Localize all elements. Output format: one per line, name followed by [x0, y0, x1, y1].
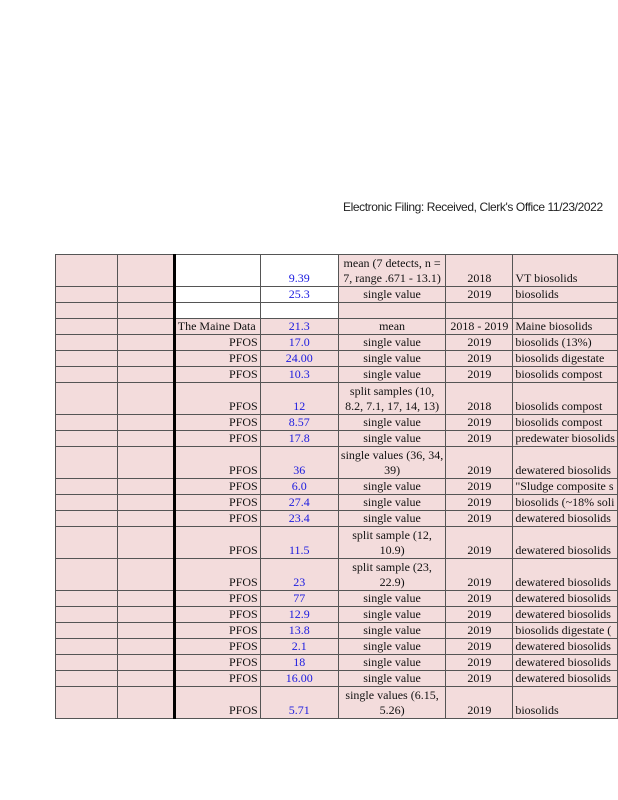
- blank-cell-a: [56, 671, 118, 687]
- year-cell-text: 2019: [467, 511, 492, 525]
- sample-type-cell: [513, 431, 618, 447]
- year-cell: [446, 415, 513, 431]
- concentration-cell-text: 17.8: [288, 431, 310, 445]
- statistic-cell-text: single value: [363, 479, 421, 493]
- concentration-cell-text: 8.57: [288, 415, 310, 429]
- sample-type-cell: [513, 511, 618, 527]
- year-cell: [446, 527, 513, 559]
- table-row: [56, 671, 618, 687]
- sample-type-cell: [513, 687, 618, 719]
- sample-type-cell-text: biosolids: [515, 703, 559, 717]
- blank-cell-a: [56, 591, 118, 607]
- source-cell-text: PFOS: [229, 575, 258, 589]
- blank-cell-a: [56, 479, 118, 495]
- year-cell-text: 2019: [467, 639, 492, 653]
- concentration-cell: [260, 671, 338, 687]
- source-cell: [174, 287, 260, 303]
- concentration-cell: [260, 287, 338, 303]
- statistic-cell: [338, 591, 446, 607]
- sample-type-cell: [513, 367, 618, 383]
- sample-type-cell: [513, 591, 618, 607]
- source-cell-text: PFOS: [229, 415, 258, 429]
- concentration-cell: [260, 351, 338, 367]
- concentration-cell-text: 23: [293, 575, 306, 589]
- concentration-cell: [260, 431, 338, 447]
- table-row: [56, 335, 618, 351]
- concentration-cell-text: 21.3: [288, 319, 310, 333]
- blank-cell-b: [117, 495, 174, 511]
- statistic-cell-text: single value: [363, 367, 421, 381]
- statistic-cell: [338, 479, 446, 495]
- pfos-data-table: [55, 254, 618, 719]
- table-row: [56, 623, 618, 639]
- blank-cell-a: [56, 351, 118, 367]
- sample-type-cell-text: biosolids digestate: [515, 351, 605, 365]
- sample-type-cell: [513, 607, 618, 623]
- blank-cell-b: [117, 431, 174, 447]
- blank-cell-a: [56, 287, 118, 303]
- concentration-cell: [260, 303, 338, 319]
- statistic-cell: [338, 415, 446, 431]
- year-cell-text: 2019: [467, 335, 492, 349]
- concentration-cell-text: 12.9: [288, 607, 310, 621]
- concentration-cell-text: 13.8: [288, 623, 310, 637]
- year-cell: [446, 431, 513, 447]
- statistic-cell-text: single value: [363, 591, 421, 605]
- blank-cell-b: [117, 623, 174, 639]
- blank-cell-b: [117, 639, 174, 655]
- year-cell-text: 2018 - 2019: [450, 319, 509, 333]
- sample-type-cell-text: biosolids (~18% soli: [515, 495, 615, 509]
- table-row: [56, 415, 618, 431]
- statistic-cell-text: single values (6.15, 5.26): [345, 688, 439, 717]
- statistic-cell: [338, 671, 446, 687]
- concentration-cell-text: 27.4: [288, 495, 310, 509]
- sample-type-cell: [513, 415, 618, 431]
- year-cell: [446, 479, 513, 495]
- blank-cell-a: [56, 255, 118, 287]
- statistic-cell: [338, 319, 446, 335]
- concentration-cell-text: 9.39: [288, 271, 310, 285]
- source-cell: [174, 367, 260, 383]
- source-cell: [174, 495, 260, 511]
- table-row: [56, 639, 618, 655]
- statistic-cell-text: single values (36, 34, 39): [340, 448, 444, 477]
- concentration-cell: [260, 255, 338, 287]
- sample-type-cell-text: VT biosolids: [515, 271, 578, 285]
- blank-cell-a: [56, 607, 118, 623]
- blank-cell-a: [56, 319, 118, 335]
- concentration-cell-text: 16.00: [285, 671, 313, 685]
- year-cell: [446, 255, 513, 287]
- blank-cell-b: [117, 607, 174, 623]
- electronic-filing-stamp: Electronic Filing: Received, Clerk's Office 11/23/2022: [343, 200, 603, 214]
- source-cell: [174, 527, 260, 559]
- sample-type-cell: [513, 623, 618, 639]
- year-cell-text: 2019: [467, 623, 492, 637]
- sample-type-cell-text: dewatered biosolids: [515, 639, 611, 653]
- source-cell-text: PFOS: [229, 495, 258, 509]
- year-cell-text: 2019: [467, 415, 492, 429]
- source-cell: [174, 319, 260, 335]
- statistic-cell-text: single value: [363, 655, 421, 669]
- concentration-cell-text: 2.1: [291, 639, 307, 653]
- statistic-cell: [338, 527, 446, 559]
- table-row: [56, 367, 618, 383]
- source-cell-text: PFOS: [229, 671, 258, 685]
- concentration-cell: [260, 511, 338, 527]
- concentration-cell: [260, 479, 338, 495]
- statistic-cell: [338, 367, 446, 383]
- sample-type-cell-text: "Sludge composite s: [515, 479, 614, 493]
- year-cell-text: 2019: [467, 607, 492, 621]
- year-cell: [446, 623, 513, 639]
- statistic-cell: [338, 623, 446, 639]
- statistic-cell-text: single value: [363, 511, 421, 525]
- table-row: [56, 351, 618, 367]
- year-cell: [446, 591, 513, 607]
- statistic-cell-text: single value: [363, 287, 421, 301]
- statistic-cell: [338, 639, 446, 655]
- concentration-cell: [260, 495, 338, 511]
- blank-cell-a: [56, 623, 118, 639]
- concentration-cell: [260, 367, 338, 383]
- year-cell: [446, 639, 513, 655]
- year-cell: [446, 303, 513, 319]
- sample-type-cell: [513, 255, 618, 287]
- statistic-cell-text: single value: [363, 607, 421, 621]
- sample-type-cell-text: biosolids (13%): [515, 335, 592, 349]
- blank-cell-a: [56, 639, 118, 655]
- blank-cell-b: [117, 383, 174, 415]
- blank-cell-a: [56, 527, 118, 559]
- source-cell: [174, 447, 260, 479]
- statistic-cell-text: single value: [363, 335, 421, 349]
- year-cell-text: 2018: [467, 271, 492, 285]
- concentration-cell: [260, 335, 338, 351]
- source-cell: [174, 623, 260, 639]
- source-cell: [174, 303, 260, 319]
- source-cell: [174, 591, 260, 607]
- sample-type-cell-text: dewatered biosolids: [515, 575, 611, 589]
- blank-cell-a: [56, 431, 118, 447]
- blank-cell-b: [117, 367, 174, 383]
- statistic-cell-text: mean: [379, 319, 406, 333]
- source-cell-text: PFOS: [229, 431, 258, 445]
- blank-cell-b: [117, 335, 174, 351]
- sample-type-cell: [513, 559, 618, 591]
- year-cell: [446, 511, 513, 527]
- statistic-cell: [338, 255, 446, 287]
- statistic-cell: [338, 383, 446, 415]
- year-cell: [446, 687, 513, 719]
- blank-cell-a: [56, 655, 118, 671]
- concentration-cell-text: 10.3: [288, 367, 310, 381]
- blank-cell-b: [117, 591, 174, 607]
- year-cell-text: 2019: [467, 287, 492, 301]
- year-cell: [446, 335, 513, 351]
- year-cell: [446, 367, 513, 383]
- blank-cell-b: [117, 687, 174, 719]
- table-row: [56, 319, 618, 335]
- table-row: [56, 559, 618, 591]
- statistic-cell: [338, 447, 446, 479]
- blank-cell-a: [56, 383, 118, 415]
- table-row: [56, 447, 618, 479]
- statistic-cell: [338, 495, 446, 511]
- year-cell: [446, 351, 513, 367]
- blank-cell-b: [117, 511, 174, 527]
- sample-type-cell: [513, 639, 618, 655]
- year-cell-text: 2019: [467, 479, 492, 493]
- concentration-cell: [260, 447, 338, 479]
- concentration-cell-text: 18: [293, 655, 306, 669]
- source-cell-text: PFOS: [229, 335, 258, 349]
- sample-type-cell-text: biosolids compost: [515, 399, 603, 413]
- blank-cell-a: [56, 367, 118, 383]
- table-row: [56, 479, 618, 495]
- sample-type-cell: [513, 447, 618, 479]
- blank-cell-a: [56, 687, 118, 719]
- concentration-cell: [260, 655, 338, 671]
- concentration-cell: [260, 559, 338, 591]
- year-cell-text: 2019: [467, 463, 492, 477]
- table-row: [56, 607, 618, 623]
- table-row: [56, 527, 618, 559]
- statistic-cell-text: single value: [363, 671, 421, 685]
- concentration-cell: [260, 527, 338, 559]
- concentration-cell-text: 5.71: [288, 703, 310, 717]
- concentration-cell-text: 36: [293, 463, 306, 477]
- sample-type-cell-text: biosolids digestate (: [515, 623, 612, 637]
- blank-cell-a: [56, 335, 118, 351]
- source-cell: [174, 687, 260, 719]
- sample-type-cell: [513, 351, 618, 367]
- year-cell: [446, 655, 513, 671]
- source-cell: [174, 479, 260, 495]
- sample-type-cell-text: biosolids: [515, 287, 559, 301]
- source-cell-text: PFOS: [229, 607, 258, 621]
- blank-cell-b: [117, 351, 174, 367]
- source-cell: [174, 559, 260, 591]
- year-cell-text: 2019: [467, 351, 492, 365]
- statistic-cell-text: single value: [363, 415, 421, 429]
- concentration-cell-text: 17.0: [288, 335, 310, 349]
- year-cell: [446, 383, 513, 415]
- concentration-cell: [260, 623, 338, 639]
- source-cell-text: PFOS: [229, 543, 258, 557]
- blank-cell-b: [117, 415, 174, 431]
- source-cell-text: PFOS: [229, 367, 258, 381]
- table-row: [56, 287, 618, 303]
- concentration-cell: [260, 591, 338, 607]
- statistic-cell: [338, 303, 446, 319]
- blank-cell-a: [56, 447, 118, 479]
- blank-cell-a: [56, 495, 118, 511]
- sample-type-cell-text: biosolids compost: [515, 367, 603, 381]
- concentration-cell-text: 25.3: [288, 287, 310, 301]
- blank-cell-a: [56, 415, 118, 431]
- year-cell-text: 2019: [467, 671, 492, 685]
- source-cell: [174, 607, 260, 623]
- blank-cell-b: [117, 655, 174, 671]
- statistic-cell: [338, 511, 446, 527]
- concentration-cell-text: 23.4: [288, 511, 310, 525]
- statistic-cell-text: split samples (10, 8.2, 7.1, 17, 14, 13): [345, 384, 440, 413]
- statistic-cell: [338, 687, 446, 719]
- table-row: [56, 495, 618, 511]
- blank-cell-b: [117, 671, 174, 687]
- source-cell-text: PFOS: [229, 703, 258, 717]
- sample-type-cell: [513, 655, 618, 671]
- sample-type-cell-text: biosolids compost: [515, 415, 603, 429]
- source-cell-text: PFOS: [229, 479, 258, 493]
- concentration-cell-text: 11.5: [288, 543, 310, 557]
- statistic-cell-text: split sample (23, 22.9): [352, 560, 432, 589]
- statistic-cell: [338, 431, 446, 447]
- concentration-cell-text: 77: [293, 591, 306, 605]
- concentration-cell: [260, 383, 338, 415]
- blank-cell-b: [117, 319, 174, 335]
- blank-cell-b: [117, 447, 174, 479]
- sample-type-cell-text: dewatered biosolids: [515, 591, 611, 605]
- sample-type-cell: [513, 495, 618, 511]
- source-cell: [174, 415, 260, 431]
- source-cell-text: PFOS: [229, 399, 258, 413]
- table-row: [56, 687, 618, 719]
- table-row: [56, 591, 618, 607]
- year-cell-text: 2019: [467, 575, 492, 589]
- concentration-cell-text: 6.0: [291, 479, 307, 493]
- sample-type-cell: [513, 287, 618, 303]
- sample-type-cell-text: Maine biosolids: [515, 319, 593, 333]
- table-row: [56, 431, 618, 447]
- source-cell: [174, 351, 260, 367]
- blank-cell-a: [56, 559, 118, 591]
- table-row: [56, 303, 618, 319]
- statistic-cell: [338, 287, 446, 303]
- source-cell: [174, 511, 260, 527]
- statistic-cell-text: single value: [363, 431, 421, 445]
- concentration-cell-text: 24.00: [285, 351, 313, 365]
- sample-type-cell-text: dewatered biosolids: [515, 543, 611, 557]
- source-cell: [174, 383, 260, 415]
- year-cell: [446, 495, 513, 511]
- statistic-cell-text: mean (7 detects, n = 7, range .671 - 13.1): [343, 256, 441, 285]
- table-row: [56, 255, 618, 287]
- sample-type-cell-text: dewatered biosolids: [515, 607, 611, 621]
- statistic-cell-text: single value: [363, 639, 421, 653]
- sample-type-cell: [513, 335, 618, 351]
- year-cell: [446, 447, 513, 479]
- blank-cell-b: [117, 255, 174, 287]
- year-cell-text: 2019: [467, 655, 492, 669]
- source-cell-text: PFOS: [229, 623, 258, 637]
- source-cell: [174, 639, 260, 655]
- year-cell: [446, 319, 513, 335]
- source-cell: [174, 655, 260, 671]
- year-cell: [446, 671, 513, 687]
- year-cell: [446, 607, 513, 623]
- year-cell-text: 2019: [467, 543, 492, 557]
- year-cell-text: 2019: [467, 703, 492, 717]
- statistic-cell: [338, 351, 446, 367]
- table-row: [56, 511, 618, 527]
- blank-cell-a: [56, 303, 118, 319]
- statistic-cell-text: single value: [363, 623, 421, 637]
- sample-type-cell-text: dewatered biosolids: [515, 511, 611, 525]
- blank-cell-b: [117, 287, 174, 303]
- blank-cell-b: [117, 527, 174, 559]
- concentration-cell: [260, 687, 338, 719]
- source-cell-text: PFOS: [229, 351, 258, 365]
- year-cell-text: 2018: [467, 399, 492, 413]
- source-cell: [174, 671, 260, 687]
- year-cell: [446, 559, 513, 591]
- concentration-cell: [260, 415, 338, 431]
- blank-cell-b: [117, 559, 174, 591]
- statistic-cell-text: split sample (12, 10.9): [352, 528, 432, 557]
- sample-type-cell: [513, 383, 618, 415]
- source-cell: [174, 431, 260, 447]
- concentration-cell: [260, 319, 338, 335]
- concentration-cell-text: 12: [293, 399, 306, 413]
- concentration-cell: [260, 607, 338, 623]
- table-row: [56, 383, 618, 415]
- statistic-cell: [338, 335, 446, 351]
- sample-type-cell: [513, 319, 618, 335]
- source-cell-text: PFOS: [229, 463, 258, 477]
- table-row: [56, 655, 618, 671]
- sample-type-cell: [513, 479, 618, 495]
- sample-type-cell: [513, 527, 618, 559]
- source-cell: [174, 335, 260, 351]
- sample-type-cell-text: predewater biosolids: [515, 431, 615, 445]
- sample-type-cell: [513, 303, 618, 319]
- year-cell-text: 2019: [467, 431, 492, 445]
- statistic-cell: [338, 607, 446, 623]
- statistic-cell-text: single value: [363, 351, 421, 365]
- blank-cell-b: [117, 479, 174, 495]
- year-cell-text: 2019: [467, 591, 492, 605]
- statistic-cell: [338, 559, 446, 591]
- source-cell-text: PFOS: [229, 639, 258, 653]
- sample-type-cell-text: dewatered biosolids: [515, 463, 611, 477]
- source-cell-text: PFOS: [229, 591, 258, 605]
- source-cell: [174, 255, 260, 287]
- sample-type-cell-text: dewatered biosolids: [515, 671, 611, 685]
- blank-cell-a: [56, 511, 118, 527]
- year-cell: [446, 287, 513, 303]
- source-cell-text: PFOS: [229, 655, 258, 669]
- statistic-cell: [338, 655, 446, 671]
- sample-type-cell-text: dewatered biosolids: [515, 655, 611, 669]
- source-cell-text: PFOS: [229, 511, 258, 525]
- blank-cell-b: [117, 303, 174, 319]
- year-cell-text: 2019: [467, 367, 492, 381]
- concentration-cell: [260, 639, 338, 655]
- year-cell-text: 2019: [467, 495, 492, 509]
- source-cell-text: The Maine Data: [177, 319, 256, 333]
- sample-type-cell: [513, 671, 618, 687]
- statistic-cell-text: single value: [363, 495, 421, 509]
